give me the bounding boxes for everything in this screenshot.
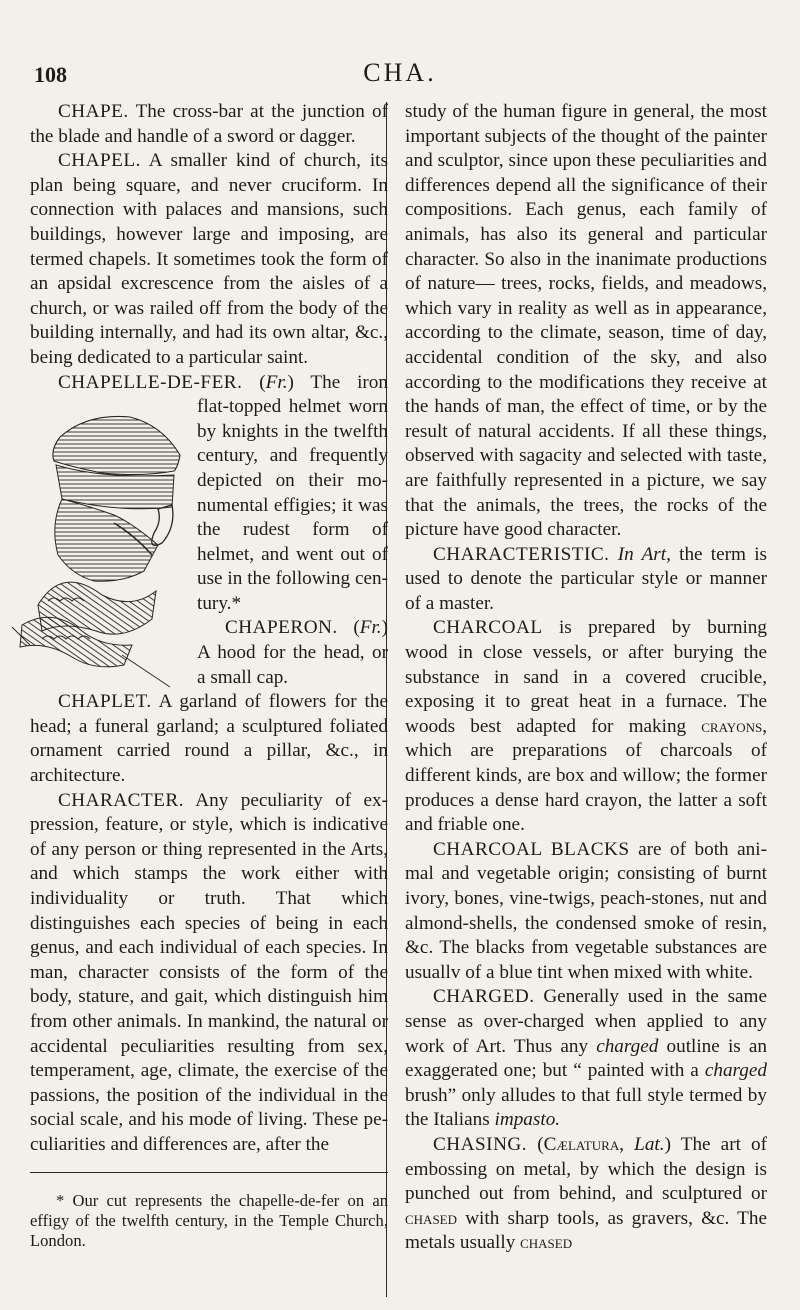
- entry-italic: Lat.: [634, 1133, 665, 1155]
- entry-text: [609, 544, 617, 565]
- paren: ): [381, 617, 388, 639]
- paren: (: [242, 371, 266, 393]
- entry-text: brush” only alludes to that full style termed by the Italians: [405, 1084, 767, 1131]
- left-column: [30, 100, 388, 1251]
- entry-term: CHAPELLE-DE-FER.: [58, 371, 243, 393]
- entry-text: (: [527, 1133, 544, 1155]
- page-number: 108: [34, 62, 67, 87]
- entry-text: with sharp tools, as gravers, &c. The metals usually: [405, 1207, 767, 1254]
- entry-text: [624, 1134, 634, 1155]
- entry-text: are of both animal and vegetable origin; consisting of burnt ivory, bones, vine-twigs, peach-stones, nut and almond-shells, the condensed smoke of resin, &c. The blacks from vegetable substances are usuallv of a blue tint when mixed with white.: [405, 838, 767, 983]
- entry-charged: [405, 985, 767, 1133]
- entry-italic: In Art,: [617, 543, 671, 565]
- entry-term: CHARACTERISTIC.: [433, 543, 610, 565]
- right-column: [405, 100, 767, 1256]
- language-tag: Fr.: [265, 371, 288, 393]
- entry-chapel: [30, 149, 388, 370]
- entry-smallcaps: chased: [405, 1207, 458, 1229]
- entry-term: CHARCOAL: [433, 617, 543, 639]
- entry-text: is prepared by burning wood in close vessels, or after burying the substance in sand in a covered crucible, exposing it to great heat in a furnace. The woods best adapted for making: [405, 617, 767, 737]
- entry-term: CHAPERON.: [225, 617, 338, 639]
- entry-text: A garland of flowers for the head; a funeral garland; a sculptured foliated ornament carried round a pillar, &c., in architecture.: [30, 691, 388, 787]
- entry-term: CHAPE.: [58, 101, 129, 122]
- entry-character: [30, 789, 388, 1158]
- entry-text: ) The art of embossing on metal, by which the design is punched out from behind, and sculptured or: [405, 1133, 768, 1205]
- entry-text: The iron flat-topped helmet worn by knights in the twelfth century, and frequently depicted on their monumental effigies; it was the rudest form of helmet, and went out of use in the following century.*: [197, 371, 388, 614]
- entry-italic: charged: [596, 1035, 659, 1057]
- entry-italic: impasto.: [494, 1109, 561, 1131]
- entry-italic: charged: [704, 1060, 767, 1082]
- running-head: CHA.: [363, 58, 437, 87]
- entry-text: Generally used in the same sense as over-charged when applied to any work of Art. Thus any: [405, 986, 767, 1057]
- entry-text: A smaller kind of church, its plan being square, and never cruciform. In connection with palaces and mansions, such buildings, however large and imposing, are termed chapels. It sometimes took the form of an apsidal excrescence from the aisles of a church, or was railed off from the body of the building internally, and had its own altar, &c., being dedicated to a particular saint.: [30, 150, 388, 368]
- footnote: * Our cut represents the chapelle-de-fer on an effigy of the twelfth century, in the Temple Church, London.: [30, 1190, 388, 1250]
- paren: ): [287, 371, 294, 393]
- entry-text: Any peculiarity of expression, feature, or style, which is indicative of any person or thing represented in the Arts, and which stamps the work either with individuality or truth. That which distinguishes each species of being in each genus, and each individual of each species. In man, character consists of the form of the body, stature, and gait, which distinguish him from other animals. In mankind, the natural or accidental peculiarities resulting from sex, temperament, age, climate, the exercise of the passions, the position of the individual in the social scale, and his mode of living. These peculiarities and differences are, after the: [30, 789, 388, 1155]
- paren: (: [337, 617, 360, 639]
- entry-chasing: [405, 1133, 767, 1256]
- entry-smallcaps: chased: [520, 1232, 573, 1254]
- entry-text: A hood for the head, or a small cap.: [197, 642, 388, 688]
- entry-chape: [30, 100, 388, 149]
- entry-charcoal: [405, 616, 767, 837]
- entry-charcoal-blacks: [405, 838, 767, 986]
- entry-smallcaps: Cælatura,: [543, 1133, 625, 1155]
- entry-text: outline is an exaggerated one; but “ painted with a: [405, 1035, 767, 1082]
- footnote-rule: [30, 1172, 388, 1173]
- language-tag: Fr.: [359, 617, 382, 639]
- entry-term: CHARGED.: [433, 986, 535, 1008]
- entry-term: CHARCOAL BLACKS: [433, 838, 630, 860]
- chapelle-de-fer-helmet-figure: [2, 395, 185, 688]
- entry-chapelle-de-fer: [30, 371, 388, 617]
- page-header: [0, 58, 800, 90]
- entry-text: The cross-bar at the junction of the blade and handle of a sword or dagger.: [30, 101, 388, 147]
- entry-smallcaps: crayons,: [701, 715, 767, 737]
- entry-term: CHAPEL.: [58, 150, 141, 172]
- entry-text: which are preparations of charcoals of different kinds, are box and willow; the former produces a dense hard crayon, the latter a soft and friable one.: [405, 740, 767, 836]
- entry-characteristic: [405, 543, 767, 617]
- entry-term: CHAPLET.: [58, 691, 152, 713]
- entry-term: CHASING.: [433, 1133, 528, 1155]
- entry-text: the term is used to denote the particular style or manner of a master.: [405, 543, 767, 614]
- entry-character-continued: study of the human figure in general, the most important subjects of the thought of the painter and sculptor, since upon these peculiarities and differences depend all the significance of their compositions. Each genus, each family of animals, has also its general and particular character. So also in the inanimate productions of nature— trees, rocks, fields, and meadows, which vary in reality as well as in appearance, according to the climate, season, time of day, accidental condition of the sky, and also according to the modifications they receive at the hands of man, the effect of time, or by the result of natural accidents. If all these things, observed with sagacity and selected with taste, are faithfully represented in a picture, we say that the animals, the trees, the rocks of the picture have good character.: [405, 101, 767, 541]
- entry-term: CHARACTER.: [58, 789, 184, 811]
- entry-chaplet: [30, 690, 388, 788]
